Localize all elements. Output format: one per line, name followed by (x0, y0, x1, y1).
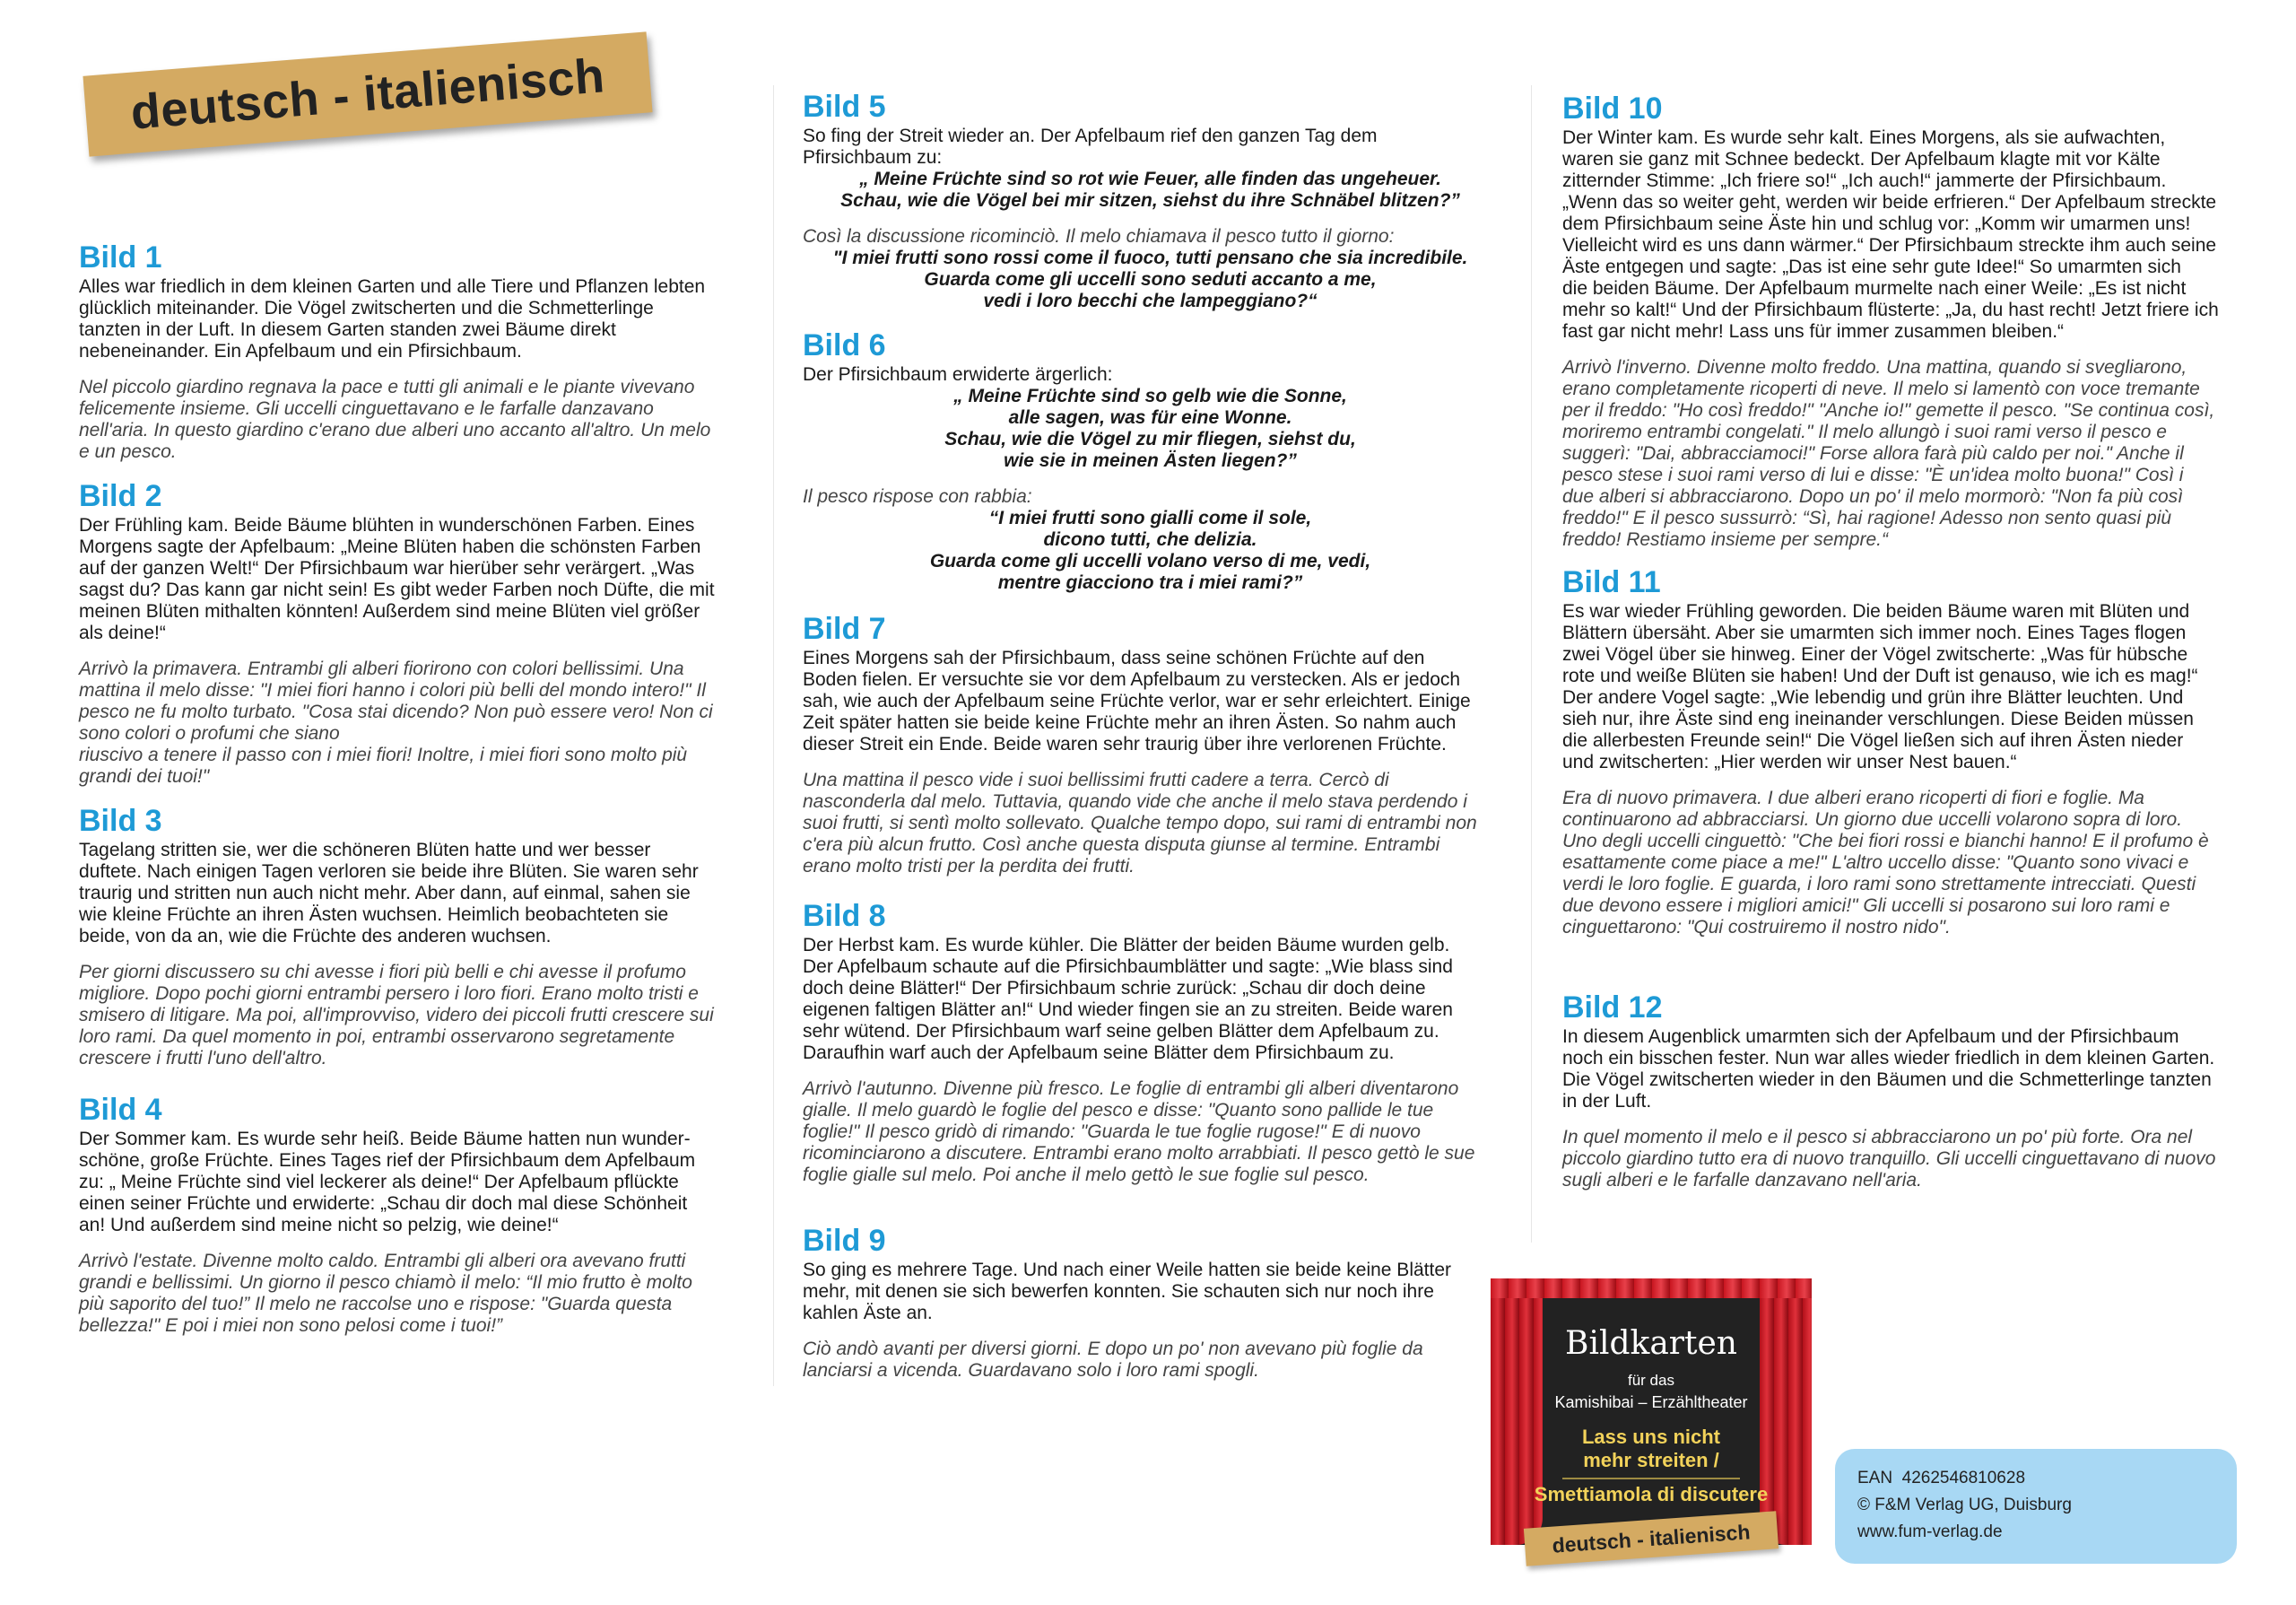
section-title: Bild 12 (1562, 990, 1663, 1025)
section-title: Bild 11 (1562, 565, 1661, 599)
italian-text: Il pesco rispose con rabbia: (803, 486, 1032, 507)
section-bild-4 (79, 1093, 734, 1337)
section-bild-12 (1562, 990, 2235, 1191)
section-title: Bild 10 (1562, 92, 1663, 126)
section-bild-5 (803, 90, 1498, 312)
german-text: In diesem Augenblick umarmten sich der Apfelbaum und der Pfirsichbaum noch ein bisschen fester. Nun war alles wieder friedlich in dem kleinen Garten. Die Vögel zwitscherten wieder in den Bäumen und die Schmetterlinge tanzten in der Luft. (1562, 1026, 2215, 1112)
cover-title: Bildkarten (1565, 1325, 1737, 1362)
cover-divider (1562, 1478, 1740, 1479)
section-title: Bild 8 (803, 899, 886, 933)
publisher-name: © F&M Verlag UG, Duisburg (1857, 1496, 2072, 1514)
section-bild-3 (79, 804, 734, 1069)
column-divider (773, 85, 774, 1386)
ean-label: EAN (1857, 1469, 1893, 1487)
italian-text: In quel momento il melo e il pesco si abbracciarono un po' più forte. Ora nel piccolo giardino tutto era di nuovo tranquillo. Gli uccelli cinguettavano di nuovo sugli alberi e le farfalle danzavano nell'aria. (1562, 1127, 2216, 1191)
italian-text: Arrivò la primavera. Entrambi gli alberi fiorirono con colori bellissimi. Una mattina il melo disse: "I miei fiori hanno i colori più belli del mondo intero!" Il pesco ne fu molto turbato. "Cosa stai dicendo? Non può essere vero! Non ci sono colori o profumi che siano riuscivo a tenere il passo con i miei fiori! Inoltre, i miei fiori sono molto più grandi dei tuoi!" (79, 659, 713, 787)
italian-text: Era di nuovo primavera. I due alberi erano ricoperti di fiori e foglie. Ma continuarono ad abbracciarsi. Un giorno due uccelli volarono sopra di loro. Uno degli uccelli cinguettò: "Che bei fiori rossi e bianchi hanno! E il profumo è esattamente come piace a me!" L'altro uccello disse: "Quanto sono vivaci e verdi le loro foglie. E guarda, i loro rami sono strettamente intrecciati. Questi due devono essere i migliori amici!" Gli uccelli si posarono sui loro rami e cinguettarono: "Qui costruiremo il nostro nido". (1562, 788, 2209, 938)
section-title: Bild 6 (803, 328, 886, 362)
section-title: Bild 3 (79, 804, 162, 838)
section-bild-8 (803, 899, 1498, 1186)
section-bild-11 (1562, 565, 2235, 938)
cover-german-title: Lass uns nicht (1581, 1426, 1721, 1448)
section-bild-10 (1562, 92, 2235, 551)
section-bild-6 (803, 328, 1498, 594)
german-text: Alles war friedlich in dem kleinen Garten und alle Tiere und Pflanzen lebten glücklich miteinander. Die Vögel zwitscherten und die Schmetterlinge tanzten in der Luft. In diesem Garten standen zwei Bäume direkt nebeneinander. Ein Apfelbaum und ein Pfirsichbaum. (79, 276, 706, 362)
ribbon-text: deutsch - italienisch (1551, 1519, 1752, 1557)
italian-text: Ciò andò avanti per diversi giorni. E dopo un po' non avevano più foglie da lanciarsi a vicenda. Guardavano solo i loro rami spogli. (803, 1339, 1423, 1381)
section-bild-1 (79, 240, 734, 463)
italian-text: Una mattina il pesco vide i suoi bellissimi frutti cadere a terra. Cercò di nasconderla dal melo. Tuttavia, quando vide che anche il melo stava perdendo i suoi frutti, si sentì molto sollevato. Qualche tempo dopo, sui rami di entrambi non c'era più alcun frutto. Così anche questa disputa giunse al termine. Entrambi erano molto tristi per la perdita dei frutti. (803, 770, 1477, 877)
german-text: Der Sommer kam. Es wurde sehr heiß. Beide Bäume hatten nun wunder- schöne, große Früchte. Eines Tages rief der Pfirsichbaum dem Apfelbaum zu: „ Meine Früchte sind viel leckerer als deine!“ Der Apfelbaum pflückte einen seiner Früchte und erwiderte: „Schau dir doch mal diese Schönheit an! Und außerdem sind meine nicht so pelzig, wie deine!“ (79, 1129, 696, 1235)
german-verse: „ Meine Früchte sind so rot wie Feuer, alle finden das ungeheuer. Schau, wie die Vögel bei mir sitzen, siehst du ihre Schnäbel blitzen?” (840, 169, 1460, 211)
german-text: Der Winter kam. Es wurde sehr kalt. Eines Morgens, als sie aufwachten, waren sie ganz mit Schnee bedeckt. Der Apfelbaum klagte mit vor Kälte zitternder Stimme: „Ich friere so!“ „Ich auch!“ jammerte der Pfirsichbaum. „Wenn das so weiter geht, werden wir beide erfrieren.“ Der Apfelbaum streckte dem Pfirsichbaum seine Äste hin und schlug vor: „Komm wir umarmen uns! Vielleicht wird es uns dann wärmer.“ Der Pfirsichbaum streckte ihm auch seine Äste entgegen und sagte: „Das ist eine sehr gute Idee!“ So umarmten sich die beiden Bäume. Der Apfelbaum murmelte nach einer Weile: „Es ist nicht mehr so kalt!“ Und der Pfirsichbaum flüsterte: „Ja, du hast recht! Jetzt friere ich fast gar nicht mehr! Lass uns für immer zusammen bleiben.“ (1562, 127, 2219, 342)
italian-text: Arrivò l'estate. Divenne molto caldo. Entrambi gli alberi ora avevano frutti grandi e bellissimi. Un giorno il pesco chiamò il melo: “Il mio frutto è molto più saporito del tuo!” Il melo ne raccolse uno e rispose: "Guarda questa bellezza!" E poi i miei non sono pelosi come i tuoi!” (79, 1251, 692, 1336)
header-banner (83, 31, 652, 156)
german-text: So fing der Streit wieder an. Der Apfelbaum rief den ganzen Tag dem Pfirsichbaum zu: (803, 126, 1378, 168)
italian-text: Arrivò l'autunno. Divenne più fresco. Le foglie di entrambi gli alberi diventarono gialle. Il melo guardò le foglie del pesco e disse: "Quanto sono pallide le tue foglie!" Il pesco gridò di rimando: "Guarda le tue foglie rugose!" E di nuovo ricominciarono a discutere. Entrambi erano molto arrabbiati. Il pesco gettò le sue foglie gialle sul melo. Poi anche il melo gettò le sue foglie sul pesco. (803, 1078, 1475, 1185)
italian-verse: “I miei frutti sono gialli come il sole, dicono tutti, che delizia. Guarda come gli uccelli volano verso di me, vedi, mentre giacciono tra i miei rami?” (929, 508, 1371, 593)
section-title: Bild 9 (803, 1224, 886, 1258)
cover-image (1491, 1278, 1812, 1545)
german-text: So ging es mehrere Tage. Und nach einer Weile hatten sie beide keine Blätter mehr, mit denen sie sich bewerfen konnten. Sie schauten sich nur noch ihre kahlen Äste an. (803, 1260, 1452, 1323)
cover-german-title: mehr streiten / (1583, 1449, 1719, 1471)
section-bild-9 (803, 1224, 1498, 1382)
section-bild-7 (803, 612, 1498, 877)
italian-text: Così la discussione ricominciò. Il melo chiamava il pesco tutto il giorno: (803, 226, 1395, 247)
publisher-website[interactable]: www.fum-verlag.de (1857, 1522, 2003, 1541)
german-text: Der Herbst kam. Es wurde kühler. Die Blätter der beiden Bäume wurden gelb. Der Apfelbaum schaute auf die Pfirsichbaumblätter und sagte: „Wie blass sind doch deine Blätter!“ Der Pfirsichbaum schrie zurück: „Schau dir doch deine eigenen faltigen Blätter an!“ Und wieder fingen sie an zu streiten. Beide waren sehr wütend. Der Pfirsichbaum warf seine gelben Blätter dem Apfelbaum zu. Daraufhin warf auch der Apfelbaum seine Blätter dem Pfirsichbaum zu. (803, 935, 1453, 1063)
section-title: Bild 7 (803, 612, 886, 646)
german-text: Der Pfirsichbaum erwiderte ärgerlich: (803, 364, 1113, 385)
column-divider (1531, 85, 1532, 1243)
cover-subtitle: für das (1628, 1372, 1674, 1389)
german-verse: „ Meine Früchte sind so gelb wie die Sonne, alle sagen, was für eine Wonne. Schau, wie die Vögel zu mir fliegen, siehst du, wie sie in meinen Ästen liegen?” (944, 386, 1356, 471)
curtain-valance (1491, 1278, 1812, 1298)
cover-subtitle: Kamishibai – Erzähltheater (1554, 1393, 1748, 1411)
section-title: Bild 1 (79, 240, 162, 275)
section-title: Bild 5 (803, 90, 886, 124)
publisher-info-box (1835, 1449, 2237, 1564)
ean-number: 4262546810628 (1901, 1469, 2026, 1487)
german-text: Es war wieder Frühling geworden. Die beiden Bäume waren mit Blüten und Blättern übersäht. Aber sie umarmten sich immer noch. Eines Tages flogen zwei Vögel über sie hinweg. Einer der Vögel zwitscherte: „Was für hübsche rote und weiße Blüten sie haben! Und der Duft ist genauso, wie ich es mag!“ Der andere Vogel sagte: „Wie lebendig und grün ihre Blätter leuchten. Und sieh nur, ihre Äste sind eng ineinander verschlungen. Diese Beiden müssen die allerbesten Freunde sein!“ Die Vögel ließen sich auf ihren Ästen nieder und zwitscherten: „Hier werden wir unser Nest bauen.“ (1562, 601, 2198, 772)
section-bild-2 (79, 479, 734, 788)
italian-verse: "I miei frutti sono rossi come il fuoco, tutti pensano che sia incredibile. Guarda come gli uccelli sono seduti accanto a me, vedi i loro becchi che lampeggiano?“ (832, 248, 1468, 311)
italian-text: Nel piccolo giardino regnava la pace e tutti gli animali e le piante vivevano felicemente insieme. Gli uccelli cinguettavano e le farfalle danzavano nell'aria. In questo giardino c'erano due alberi uno accanto all'altro. Un melo e un pesco. (79, 377, 711, 462)
ean-line (1857, 1469, 2025, 1488)
german-text: Eines Morgens sah der Pfirsichbaum, dass seine schönen Früchte auf den Boden fielen. Er versuchte sie vor dem Apfelbaum zu verstecken. Als er jedoch sah, wie auch der Apfelbaum seine Früchte verlor, war er sehr erleichtert. Einige Zeit später hatten sie beide keine Früchte mehr an ihren Ästen. So nahm auch dieser Streit ein Ende. Beide waren sehr traurig über ihre verlorenen Früchte. (803, 648, 1471, 755)
section-title: Bild 2 (79, 479, 162, 513)
section-title: Bild 4 (79, 1093, 162, 1127)
german-text: Tagelang stritten sie, wer die schöneren Blüten hatte und wer besser duftete. Nach einigen Tagen verloren sie beide ihre Blüten. Sie waren sehr traurig und stritten nun auch nicht mehr. Aber dann, auf einmal, sahen sie wie kleine Früchte an ihren Ästen wuchsen. Heimlich beobachteten sie beide, von da an, wie die Früchte des anderen wuchsen. (79, 840, 699, 946)
german-text: Der Frühling kam. Beide Bäume blühten in wunderschönen Farben. Eines Morgens sagte der Apfelbaum: „Meine Blüten haben die schönsten Farben auf der ganzen Welt!“ Der Pfirsichbaum war hierüber sehr verärgert. „Was sagst du? Das kann gar nicht sein! Es gibt weder Farben noch Düfte, die mit meinen Blüten mithalten könnten! Außerdem sind meine Blüten viel größer als deine!“ (79, 515, 715, 643)
banner-text: deutsch - italienisch (128, 48, 607, 140)
italian-text: Per giorni discussero su chi avesse i fiori più belli e chi avesse il profumo migliore. Dopo pochi giorni entrambi persero i loro fiori. Erano molto tristi e smisero di litigare. Ma poi, all'improvviso, videro dei piccoli frutti crescere sui loro rami. Da quel momento in poi, entrambi osservarono segretamente crescere i frutti l'uno dell'altro. (79, 962, 714, 1069)
italian-text: Arrivò l'inverno. Divenne molto freddo. Una mattina, quando si svegliarono, erano completamente ricoperti di neve. Il melo si lamentò con voce tremante per il freddo: "Ho così freddo!" "Anche io!" gemette il pesco. "Se continua così, moriremo entrambi congelati." Il melo allungò i suoi rami verso il pesco e suggerì: "Dai, abbracciamoci!" Forse allora farà più caldo per noi." Anche il pesco stese i suoi rami verso di lui e disse: "È un'idea molto buona!" Così i due alberi si abbracciarono. Dopo un po' il melo mormorò: "Non fa più così freddo!" E il pesco sussurrò: “Sì, hai ragione! Adesso non sento quasi più freddo! Restiamo insieme per sempre.“ (1562, 357, 2215, 550)
cover-italian-title: Smettiamola di discutere (1534, 1483, 1769, 1505)
